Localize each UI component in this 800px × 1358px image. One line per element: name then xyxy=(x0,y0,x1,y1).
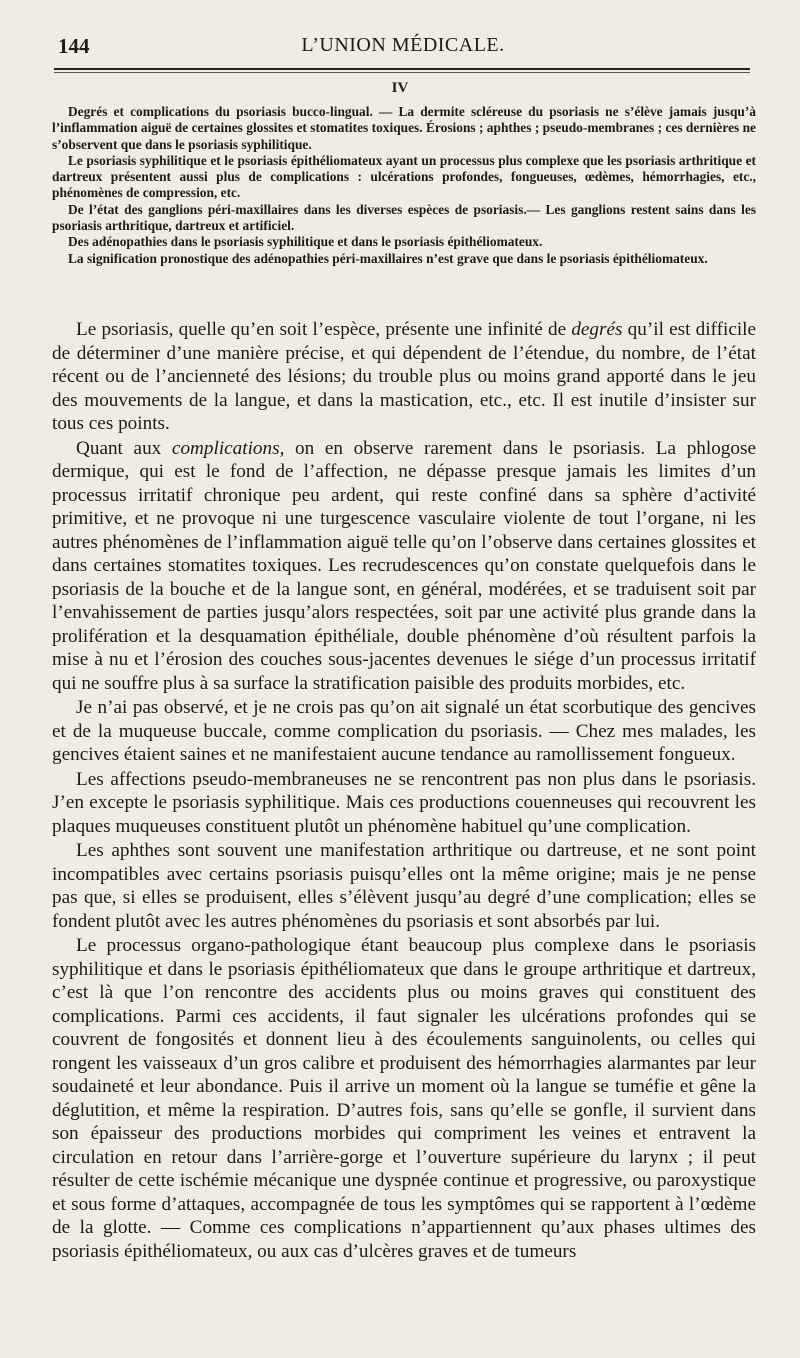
body-paragraph: Les affections pseudo-membraneuses ne se rencontrent pas non plus dans le psoriasis. J’en excepte le psoriasis syphilitique. Mais ces productions couenneuses qui recouvrent les plaques muqueuses constituent plutôt un phénomène habituel qu’une complication. xyxy=(52,768,756,837)
body-paragraph xyxy=(52,437,756,696)
section-summary xyxy=(52,104,756,267)
summary-paragraph: Degrés et complications du psoriasis bucco-lingual. — La dermite scléreuse du psoriasis ne s’élève jamais jusqu’à l’inflammation aiguë de certaines glossites et stomatites toxiques. Érosions ; aphthes ; pseudo-membranes ; ces dernières ne s’observent que dans le psoriasis syphilitique. xyxy=(52,104,756,152)
body-paragraph xyxy=(52,318,756,436)
summary-paragraph: De l’état des ganglions péri-maxillaires dans les diverses espèces de psoriasis.— Les ganglions restent sains dans les psoriasis arthritique, dartreux et artificiel. xyxy=(52,201,756,234)
header-rule-thin xyxy=(54,72,750,73)
article-body xyxy=(52,318,756,1264)
italic-term: complications, xyxy=(171,437,285,459)
text-run: qu’il est difficile de déterminer d’une manière précise, et qui dépendent de l’étendue, du nombre, de l’état récent ou de l’ancienneté des lésions; du trouble plus ou moins grand apporté dans le jeu des mouvements de la langue, et dans la mastication, etc., etc. Il est inutile d’insister sur tous ces points. xyxy=(52,319,757,434)
italic-term: degrés xyxy=(571,319,623,340)
header-rule xyxy=(54,68,750,70)
running-header xyxy=(58,34,748,64)
journal-title: L’UNION MÉDICALE. xyxy=(301,34,505,56)
page-number: 144 xyxy=(58,34,90,58)
summary-paragraph: Le psoriasis syphilitique et le psoriasis épithéliomateux ayant un processus plus complexe que les psoriasis arthritique et dartreux présentent aussi plus de complications : ulcérations profondes, fongueuses, œdèmes, hémorrhagies, etc., phénomènes de compression, etc. xyxy=(52,152,756,201)
section-number: IV xyxy=(391,80,409,96)
text-run: Le psoriasis, quelle qu’en soit l’espèce, présente une infinité de xyxy=(76,319,572,340)
text-run: on en observe rarement dans le psoriasis. La phlogose dermique, qui est le fond de l’affection, ne dépasse presque jamais les limites d’un processus irritatif chronique peu ardent, qui reste confiné dans sa sphère d’activité primitive, et ne provoque ni une turgescence vasculaire violente de tout l’organe, ni les autres phénomènes de l’inflammation aiguë telle qu’on l’observe dans certaines glossites et dans certaines stomatites toxiques. Les recrudescences qu’on constate quelquefois dans le psoriasis de la bouche et de la langue sont, en général, modérées, et se traduisent soit par l’envahissement de parties jusqu’alors respectées, soit par une activité plus grande dans la prolifération et la desquamation épithéliale, double phénomène d’où résultent parfois la mise à nu et l’érosion des couches sous-jacentes devenues le siége d’un processus irritatif qui ne souffre plus à sa surface la stratification paisible des produits morbides, etc. xyxy=(52,437,756,694)
body-paragraph: Je n’ai pas observé, et je ne crois pas qu’on ait signalé un état scorbutique des gencives et de la muqueuse buccale, comme complication du psoriasis. — Chez mes malades, les gencives étaient saines et ne manifestaient aucune tendance au ramollissement fongueux. xyxy=(52,697,756,765)
body-paragraph: Le processus organo-pathologique étant beaucoup plus complexe dans le psoriasis syphilitique et dans le psoriasis épithéliomateux que dans le groupe arthritique et dartreux, c’est là que l’on rencontre des accidents plus ou moins graves qui constituent des complications. Parmi ces accidents, il faut signaler les ulcérations profondes qui se couvrent de fongosités et donnent lieu à des écoulements sanguinolents, ou celles qui rongent les vaisseaux d’un gros calibre et produisent des hémorrhagies alarmantes par leur soudaineté et leur abondance. Puis il arrive un moment où la langue se tuméfie et gêne la déglutition, et même la respiration. D’autres fois, sans qu’elle se gonfle, il survient dans son épaisseur des productions morbides qui compriment les veines et entravent la circulation en retour dans l’arrière-gorge et l’ouverture supérieure du larynx ; il peut résulter de cette ischémie mécanique une dyspnée continue et progressive, ou paroxystique et sous forme d’attaques, accompagnée de tous les symptômes qui se rapportent à l’œdème de la glotte. — Comme ces complications n’appartiennent qu’aux phases ultimes des psoriasis épithéliomateux, ou aux cas d’ulcères graves et de tumeurs xyxy=(52,935,756,1262)
summary-paragraph: La signification pronostique des adénopathies péri-maxillaires n’est grave que dans le psoriasis épithéliomateux. xyxy=(68,250,708,266)
summary-paragraph: Des adénopathies dans le psoriasis syphilitique et dans le psoriasis épithéliomateux. xyxy=(68,234,543,250)
body-paragraph: Les aphthes sont souvent une manifestation arthritique ou dartreuse, et ne sont point incompatibles avec certains psoriasis puisqu’elles ont la même origine; mais je ne pense pas que, si elles se produisent, elles s’élèvent jusqu’au degré d’une complication; elles se fondent plutôt avec les autres phénomènes du psoriasis et sont absorbés par lui. xyxy=(52,840,756,932)
text-run: Quant aux xyxy=(76,437,172,459)
